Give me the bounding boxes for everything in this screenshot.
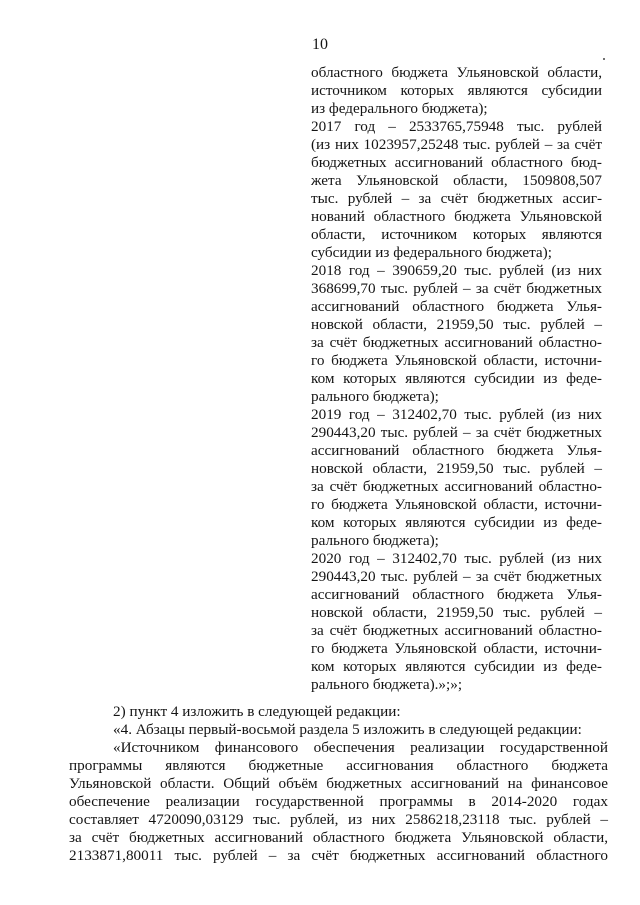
right-column-line: (из них 1023957,25248 тыс. рублей – за счёт <box>311 136 602 153</box>
right-column-line: ком которых являются субсидии из феде- <box>311 658 602 675</box>
quote-line: 2133871,80011 тыс. рублей – за счёт бюджетных ассигнований областного <box>69 847 608 864</box>
right-column-line: жета Ульяновской области, 1509808,507 <box>311 172 602 189</box>
right-column-line: нований областного бюджета Ульяновской <box>311 208 602 225</box>
quote-line: «Источником финансового обеспечения реализации государственной <box>113 739 608 756</box>
right-column-line: субсидии из федерального бюджета); <box>311 244 552 261</box>
right-column-line: ассигнований областного бюджета Улья- <box>311 442 602 459</box>
right-column-line: тыс. рублей – за счёт бюджетных ассиг- <box>311 190 602 207</box>
right-column-line: бюджетных ассигнований областного бюд- <box>311 154 602 171</box>
right-column-line: новской области, 21959,50 тыс. рублей – <box>311 316 602 333</box>
right-column-line: го бюджета Ульяновской области, источни- <box>311 640 602 657</box>
right-column-line: 290443,20 тыс. рублей – за счёт бюджетных <box>311 568 602 585</box>
page-number: 10 <box>312 36 328 53</box>
right-column-line: 2019 год – 312402,70 тыс. рублей (из них <box>311 406 602 423</box>
quote-line: обеспечение реализации государственной программы в 2014-2020 годах <box>69 793 608 810</box>
right-column-line: го бюджета Ульяновской области, источни- <box>311 496 602 513</box>
quote-line: Ульяновской области. Общий объём бюджетных ассигнований на финансовое <box>69 775 608 792</box>
right-column-line: за счёт бюджетных ассигнований областно- <box>311 478 602 495</box>
right-column-line: источником которых являются субсидии <box>311 82 602 99</box>
right-column-line: 2020 год – 312402,70 тыс. рублей (из них <box>311 550 602 567</box>
quote-line: составляет 4720090,03129 тыс. рублей, из них 2586218,23118 тыс. рублей – <box>69 811 608 828</box>
right-column-line: новской области, 21959,50 тыс. рублей – <box>311 460 602 477</box>
right-column-line: ком которых являются субсидии из феде- <box>311 514 602 531</box>
right-column-line: рального бюджета); <box>311 388 439 405</box>
right-column-line: 368699,70 тыс. рублей – за счёт бюджетных <box>311 280 602 297</box>
item-4-heading: «4. Абзацы первый-восьмой раздела 5 изложить в следующей редакции: <box>113 721 582 738</box>
right-column-line: новской области, 21959,50 тыс. рублей – <box>311 604 602 621</box>
right-column-line: 2017 год – 2533765,75948 тыс. рублей <box>311 118 602 135</box>
scan-dot <box>603 58 605 60</box>
right-column-line: рального бюджета).»;»; <box>311 676 463 693</box>
right-column-line: 290443,20 тыс. рублей – за счёт бюджетных <box>311 424 602 441</box>
quote-line: за счёт бюджетных ассигнований областного бюджета Ульяновской области, <box>69 829 608 846</box>
right-column-line: за счёт бюджетных ассигнований областно- <box>311 622 602 639</box>
right-column-line: за счёт бюджетных ассигнований областно- <box>311 334 602 351</box>
right-column-line: области, источником которых являются <box>311 226 602 243</box>
right-column-line: ассигнований областного бюджета Улья- <box>311 586 602 603</box>
right-column-line: ассигнований областного бюджета Улья- <box>311 298 602 315</box>
right-column-line: рального бюджета); <box>311 532 439 549</box>
quote-line: программы являются бюджетные ассигнования областного бюджета <box>69 757 608 774</box>
item-2-text: 2) пункт 4 изложить в следующей редакции: <box>113 703 401 720</box>
right-column-line: го бюджета Ульяновской области, источни- <box>311 352 602 369</box>
right-column-line: 2018 год – 390659,20 тыс. рублей (из них <box>311 262 602 279</box>
right-column-line: ком которых являются субсидии из феде- <box>311 370 602 387</box>
right-column-line: из федерального бюджета); <box>311 100 488 117</box>
right-column-line: областного бюджета Ульяновской области, <box>311 64 602 81</box>
